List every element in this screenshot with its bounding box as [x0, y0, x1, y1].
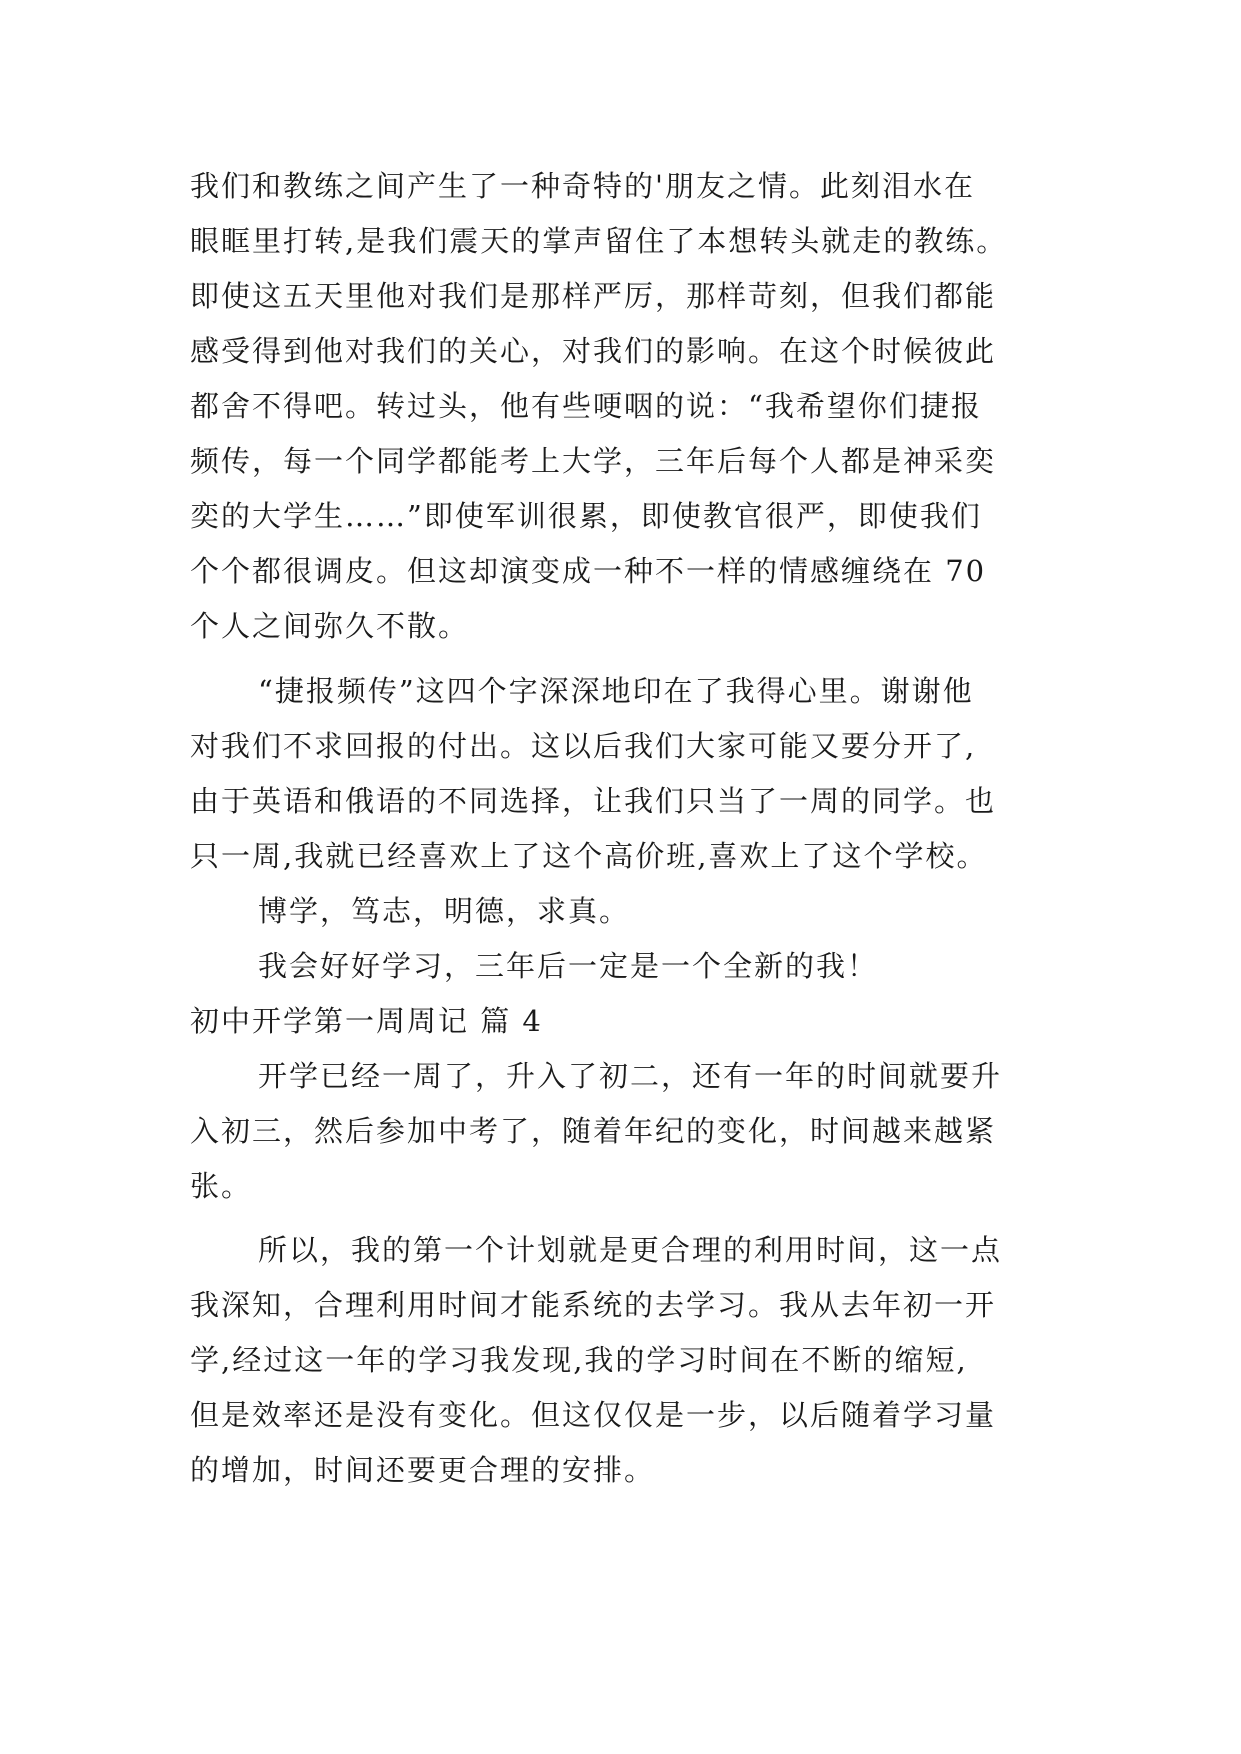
- paragraph-line: 都舍不得吧。转过头，他有些哽咽的说：“我希望你们捷报: [190, 389, 982, 423]
- paragraph-line: “捷报频传”这四个字深深地印在了我得心里。谢谢他: [258, 674, 974, 708]
- paragraph-line: 开学已经一周了，升入了初二，还有一年的时间就要升: [258, 1059, 1003, 1093]
- paragraph-line: 奕的大学生……”即使军训很累，即使教官很严，即使我们: [190, 499, 982, 533]
- paragraph-line: 我深知，合理利用时间才能系统的去学习。我从去年初一开: [190, 1288, 997, 1322]
- paragraph-line: 感受得到他对我们的关心，对我们的影响。在这个时候彼此: [190, 334, 997, 368]
- paragraph-line: 即使这五天里他对我们是那样严厉，那样苛刻，但我们都能: [190, 279, 997, 313]
- paragraph-line: 只一周,我就已经喜欢上了这个高价班,喜欢上了这个学校。: [190, 839, 988, 873]
- paragraph-line: 对我们不求回报的付出。这以后我们大家可能又要分开了,: [190, 729, 977, 763]
- paragraph-line: 频传，每一个同学都能考上大学，三年后每个人都是神采奕: [190, 444, 997, 478]
- paragraph-line: 我们和教练之间产生了一种奇特的'朋友之情。此刻泪水在: [190, 169, 975, 203]
- paragraph-line: 由于英语和俄语的不同选择，让我们只当了一周的同学。也: [190, 784, 997, 818]
- paragraph-line: 张。: [190, 1169, 253, 1203]
- section-heading: 初中开学第一周周记 篇 4: [190, 1004, 543, 1038]
- paragraph-line: 学,经过这一年的学习我发现,我的学习时间在不断的缩短,: [190, 1343, 968, 1377]
- paragraph-line: 入初三，然后参加中考了，随着年纪的变化，时间越来越紧: [190, 1114, 997, 1148]
- paragraph-line: 个人之间弥久不散。: [190, 609, 470, 643]
- paragraph-line: 但是效率还是没有变化。但这仅仅是一步，以后随着学习量: [190, 1398, 997, 1432]
- paragraph-line: 眼眶里打转,是我们震天的掌声留住了本想转头就走的教练。: [190, 224, 1008, 258]
- paragraph-line: 所以，我的第一个计划就是更合理的利用时间，这一点: [258, 1233, 1003, 1267]
- paragraph-line: 的增加，时间还要更合理的安排。: [190, 1453, 656, 1487]
- paragraph-line: 我会好好学习，三年后一定是一个全新的我！: [258, 949, 879, 983]
- paragraph-line: 博学，笃志，明德，求真。: [258, 894, 631, 928]
- paragraph-line: 个个都很调皮。但这却演变成一种不一样的情感缠绕在 70: [190, 554, 987, 588]
